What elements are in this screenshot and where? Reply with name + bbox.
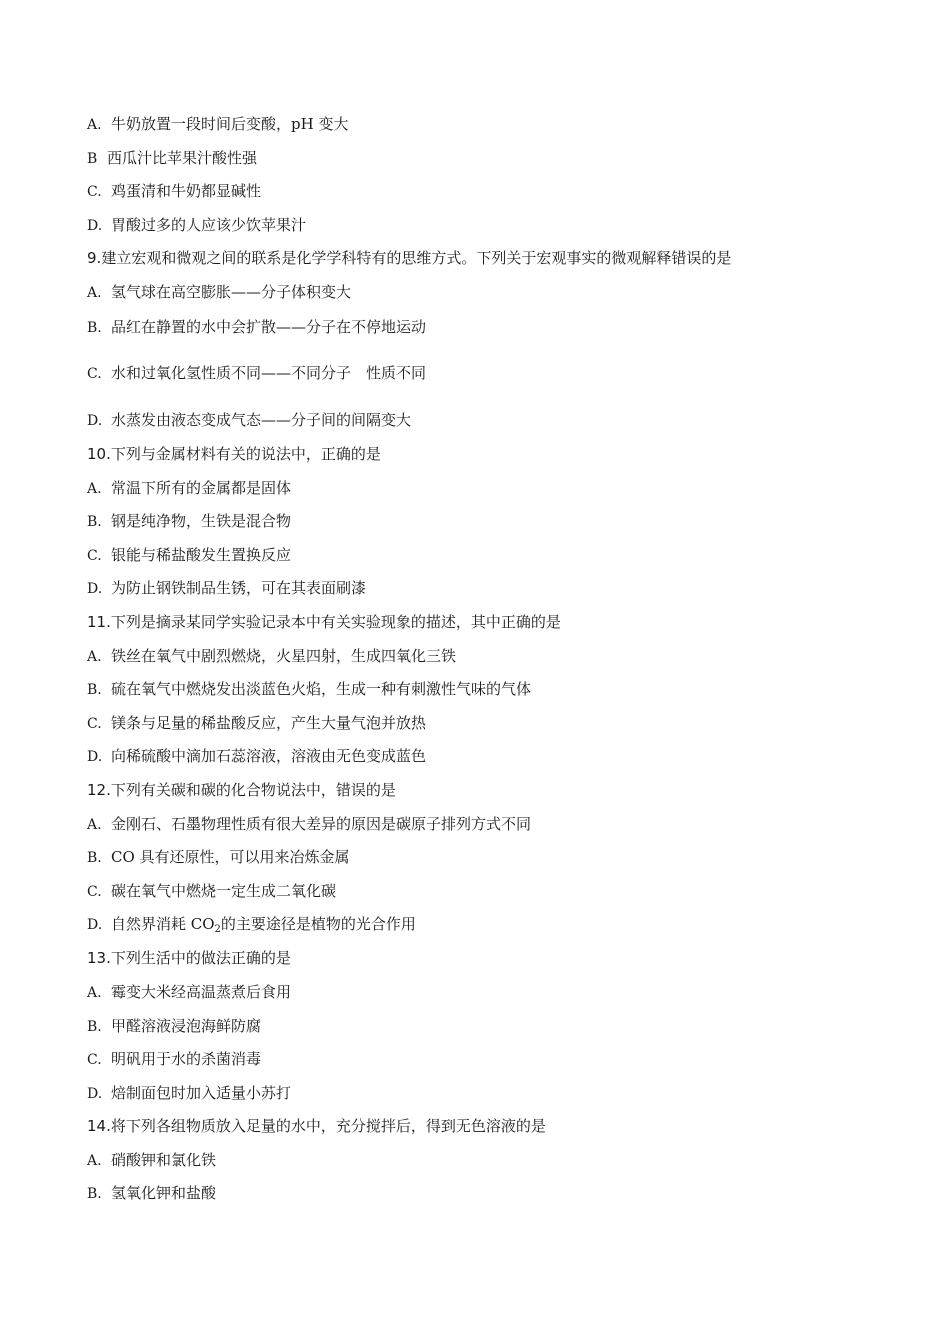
option-text-after: 的主要途径是植物的光合作用 bbox=[220, 915, 416, 933]
option-letter: A. bbox=[87, 1153, 102, 1169]
question-text: 建立宏观和微观之间的联系是化学学科特有的思维方式。下列关于宏观事实的微观解释错误的是 bbox=[101, 249, 732, 267]
q11-option-c bbox=[87, 713, 426, 734]
option-letter: C. bbox=[87, 548, 102, 564]
option-letter: D. bbox=[87, 218, 103, 234]
q13-option-b bbox=[87, 1016, 261, 1037]
option-text: 铁丝在氧气中剧烈燃烧，火星四射，生成四氧化三铁 bbox=[111, 647, 457, 665]
q12-option-a bbox=[87, 814, 531, 835]
q11-option-d bbox=[87, 746, 426, 767]
q8-option-a bbox=[87, 114, 348, 135]
question-9-stem bbox=[87, 248, 731, 268]
option-text: 碳在氧气中燃烧一定生成二氧化碳 bbox=[111, 882, 337, 900]
q12-option-c bbox=[87, 881, 336, 902]
question-number: 10. bbox=[87, 445, 111, 463]
option-text: 水蒸发由液态变成气态——分子间的间隔变大 bbox=[111, 411, 412, 429]
option-text: 硫在氧气中燃烧发出淡蓝色火焰，生成一种有刺激性气味的气体 bbox=[111, 680, 532, 698]
option-letter: B. bbox=[87, 850, 102, 866]
question-number: 13. bbox=[87, 949, 111, 967]
q10-option-b bbox=[87, 511, 291, 532]
option-letter: A. bbox=[87, 649, 102, 665]
option-text: CO 具有还原性，可以用来冶炼金属 bbox=[111, 848, 350, 866]
option-letter: C. bbox=[87, 184, 102, 200]
option-text: 焙制面包时加入适量小苏打 bbox=[111, 1084, 292, 1102]
option-letter: C. bbox=[87, 366, 102, 382]
option-letter: B. bbox=[87, 320, 102, 336]
option-letter: A. bbox=[87, 285, 102, 301]
option-text: 胃酸过多的人应该少饮苹果汁 bbox=[111, 216, 307, 234]
option-text: 为防止钢铁制品生锈，可在其表面刷漆 bbox=[111, 579, 367, 597]
question-number: 9. bbox=[87, 249, 102, 267]
question-text: 将下列各组物质放入足量的水中，充分搅拌后，得到无色溶液的是 bbox=[110, 1117, 546, 1135]
q13-option-a bbox=[87, 982, 291, 1003]
option-letter: A. bbox=[87, 117, 102, 133]
q9-option-b bbox=[87, 317, 426, 338]
option-text: 霉变大米经高温蒸煮后食用 bbox=[111, 983, 292, 1001]
subscript: 2 bbox=[214, 924, 221, 935]
option-letter: D. bbox=[87, 749, 103, 765]
q14-option-a bbox=[87, 1150, 216, 1171]
option-text: 牛奶放置一段时间后变酸，pH 变大 bbox=[111, 115, 349, 133]
option-letter: B. bbox=[87, 682, 102, 698]
q12-option-d bbox=[87, 914, 416, 935]
question-text: 下列生活中的做法正确的是 bbox=[110, 949, 291, 967]
q9-option-a bbox=[87, 282, 351, 303]
option-text: 西瓜汁比苹果汁酸性强 bbox=[107, 149, 258, 167]
option-text: 银能与稀盐酸发生置换反应 bbox=[111, 546, 292, 564]
question-text: 下列有关碳和碳的化合物说法中，错误的是 bbox=[110, 781, 396, 799]
q13-option-c bbox=[87, 1049, 261, 1070]
q10-option-c bbox=[87, 545, 291, 566]
question-number: 12. bbox=[87, 781, 111, 799]
option-text: 氢氧化钾和盐酸 bbox=[111, 1184, 217, 1202]
question-number: 14. bbox=[87, 1117, 111, 1135]
q9-option-d bbox=[87, 410, 411, 431]
option-letter: A. bbox=[87, 817, 102, 833]
option-text: 鸡蛋清和牛奶都显碱性 bbox=[111, 182, 262, 200]
option-letter: A. bbox=[87, 985, 102, 1001]
option-text: 向稀硫酸中滴加石蕊溶液，溶液由无色变成蓝色 bbox=[111, 747, 427, 765]
q12-option-b bbox=[87, 847, 350, 868]
question-12-stem bbox=[87, 780, 396, 800]
option-letter: B. bbox=[87, 1186, 102, 1202]
question-11-stem bbox=[87, 612, 561, 632]
question-13-stem bbox=[87, 948, 291, 968]
option-text: 常温下所有的金属都是固体 bbox=[111, 479, 292, 497]
option-letter: D. bbox=[87, 917, 103, 933]
q11-option-b bbox=[87, 679, 531, 700]
q8-option-b bbox=[87, 148, 257, 169]
option-letter: D. bbox=[87, 581, 103, 597]
option-text-before: 自然界消耗 CO bbox=[111, 915, 215, 933]
q14-option-b bbox=[87, 1183, 216, 1204]
option-letter: D. bbox=[87, 1086, 103, 1102]
option-text: 氢气球在高空膨胀——分子体积变大 bbox=[111, 283, 352, 301]
option-text: 甲醛溶液浸泡海鲜防腐 bbox=[111, 1017, 262, 1035]
option-text: 品红在静置的水中会扩散——分子在不停地运动 bbox=[111, 318, 427, 336]
q8-option-c bbox=[87, 181, 261, 202]
option-text: 金刚石、石墨物理性质有很大差异的原因是碳原子排列方式不同 bbox=[111, 815, 532, 833]
question-10-stem bbox=[87, 444, 381, 464]
option-letter: A. bbox=[87, 481, 102, 497]
q10-option-a bbox=[87, 478, 291, 499]
option-text: 镁条与足量的稀盐酸反应，产生大量气泡并放热 bbox=[111, 714, 427, 732]
option-letter: B bbox=[87, 151, 98, 167]
q10-option-d bbox=[87, 578, 366, 599]
option-text: 明矾用于水的杀菌消毒 bbox=[111, 1050, 262, 1068]
option-letter: B. bbox=[87, 514, 102, 530]
question-number: 11. bbox=[87, 613, 111, 631]
option-text: 钢是纯净物，生铁是混合物 bbox=[111, 512, 292, 530]
question-14-stem bbox=[87, 1116, 546, 1136]
option-text: 硝酸钾和氯化铁 bbox=[111, 1151, 217, 1169]
option-letter: C. bbox=[87, 716, 102, 732]
q8-option-d bbox=[87, 215, 306, 236]
q11-option-a bbox=[87, 646, 456, 667]
option-letter: C. bbox=[87, 1052, 102, 1068]
option-letter: D. bbox=[87, 413, 103, 429]
question-text: 下列是摘录某同学实验记录本中有关实验现象的描述，其中正确的是 bbox=[110, 613, 561, 631]
option-letter: C. bbox=[87, 884, 102, 900]
option-text: 水和过氧化氢性质不同——不同分子 性质不同 bbox=[111, 364, 427, 382]
question-text: 下列与金属材料有关的说法中，正确的是 bbox=[110, 445, 381, 463]
option-letter: B. bbox=[87, 1019, 102, 1035]
q13-option-d bbox=[87, 1083, 291, 1104]
q9-option-c bbox=[87, 363, 426, 384]
